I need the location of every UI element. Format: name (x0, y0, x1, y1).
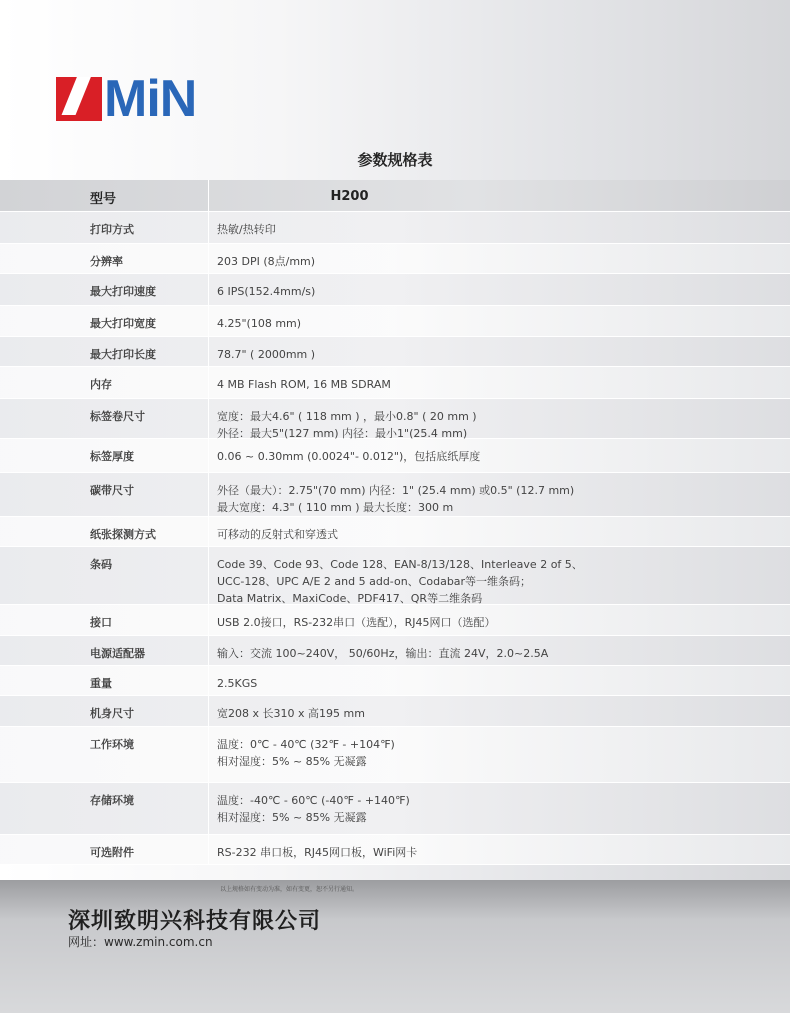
spec-value-line: RS-232 串口板，RJ45网口板，WiFi网卡 (217, 846, 418, 859)
spec-key: 电源适配器 (0, 636, 209, 665)
table-row (0, 636, 790, 666)
logo-text: MiN (104, 70, 197, 128)
spec-value-line: 温度：0℃ - 40℃ (32℉ - +104℉) (217, 738, 395, 751)
spec-value (209, 547, 790, 604)
header-key: 型号 (0, 180, 209, 211)
table-row (0, 517, 790, 547)
table-row (0, 367, 790, 399)
spec-value (209, 473, 790, 516)
spec-key: 打印方式 (0, 212, 209, 243)
table-row (0, 306, 790, 337)
spec-value-line: Data Matrix、MaxiCode、PDF417、QR等二维条码 (217, 592, 483, 605)
spec-value-line: 宽208 x 长310 x 高195 mm (217, 707, 365, 720)
spec-value-line: 外径：最大5"(127 mm) 内径：最小1"(25.4 mm) (217, 427, 468, 440)
spec-key: 纸张探测方式 (0, 517, 209, 546)
spec-value-line: 0.06 ~ 0.30mm (0.0024"- 0.012")，包括底纸厚度 (217, 450, 481, 463)
spec-value (209, 636, 790, 665)
table-row (0, 473, 790, 517)
table-row (0, 696, 790, 727)
spec-key: 标签卷尺寸 (0, 399, 209, 438)
table-row (0, 399, 790, 439)
table-row (0, 605, 790, 636)
spec-key: 机身尺寸 (0, 696, 209, 726)
spec-value (209, 696, 790, 726)
spec-key: 分辨率 (0, 244, 209, 273)
spec-value (209, 666, 790, 695)
spec-value (209, 306, 790, 336)
spec-value-line: 相对湿度：5% ~ 85% 无凝露 (217, 811, 367, 824)
spec-value-line: 最大宽度：4.3" ( 110 mm ) 最大长度：300 m (217, 501, 454, 514)
spec-key: 可选附件 (0, 835, 209, 864)
logo-mark-icon (56, 77, 102, 121)
page-title: 参数规格表 (357, 151, 433, 169)
spec-value (209, 244, 790, 273)
table-header-row (0, 180, 790, 212)
spec-value (209, 439, 790, 472)
spec-value (209, 367, 790, 398)
spec-value (209, 783, 790, 834)
spec-value-line: 4 MB Flash ROM, 16 MB SDRAM (217, 378, 391, 391)
spec-value-line: 4.25"(108 mm) (217, 317, 302, 330)
table-row (0, 666, 790, 696)
spec-value-line: 相对湿度：5% ~ 85% 无凝露 (217, 755, 367, 768)
spec-key: 最大打印速度 (0, 274, 209, 305)
table-row (0, 212, 790, 244)
spec-value-line: 外径（最大）：2.75"(70 mm) 内径：1" (25.4 mm) 或0.5" (12.7 mm) (217, 484, 575, 497)
spec-value-line: 78.7" ( 2000mm ) (217, 348, 316, 361)
spec-key: 条码 (0, 547, 209, 604)
spec-key: 内存 (0, 367, 209, 398)
spec-value (209, 274, 790, 305)
spec-value-line: USB 2.0接口，RS-232串口（选配），RJ45网口（选配） (217, 616, 496, 629)
spec-value (209, 835, 790, 864)
spec-table (0, 180, 790, 865)
table-row (0, 337, 790, 367)
spec-value-line: 热敏/热转印 (217, 223, 276, 236)
spec-value (209, 399, 790, 438)
spec-key: 重量 (0, 666, 209, 695)
spec-value (209, 337, 790, 366)
spec-value (209, 727, 790, 782)
spec-key: 存储环境 (0, 783, 209, 834)
disclaimer-note: 以上规格如有变动为准，如有变更，恕不另行通知。 (220, 886, 359, 893)
spec-value-line: 6 IPS(152.4mm/s) (217, 285, 316, 298)
website: 网址：www.zmin.com.cn (68, 935, 213, 949)
spec-value-line: 203 DPI (8点/mm) (217, 255, 316, 268)
spec-key: 碳带尺寸 (0, 473, 209, 516)
spec-value-line: 温度：-40℃ - 60℃ (-40℉ - +140℉) (217, 794, 410, 807)
spec-value-line: 宽度：最大4.6" ( 118 mm ) ，最小0.8" ( 20 mm ) (217, 410, 477, 423)
company-name: 深圳致明兴科技有限公司 (68, 909, 322, 934)
table-row (0, 835, 790, 865)
spec-value (209, 605, 790, 635)
table-row (0, 274, 790, 306)
table-row (0, 244, 790, 274)
table-row (0, 727, 790, 783)
brand-logo (56, 70, 197, 128)
spec-value-line: 2.5KGS (217, 677, 258, 690)
header-value: H200 (330, 189, 369, 204)
spec-value-line: Code 39、Code 93、Code 128、EAN-8/13/128、Interleave 2 of 5、 (217, 558, 583, 571)
spec-value (209, 517, 790, 546)
spec-key: 最大打印长度 (0, 337, 209, 366)
spec-value-line: UCC-128、UPC A/E 2 and 5 add-on、Codabar等一维条码； (217, 575, 532, 588)
spec-value-line: 输入：交流 100~240V， 50/60Hz，输出：直流 24V，2.0~2.5A (217, 647, 549, 660)
spec-value (209, 212, 790, 243)
table-row (0, 547, 790, 605)
spec-key: 最大打印宽度 (0, 306, 209, 336)
spec-value-line: 可移动的反射式和穿透式 (217, 528, 338, 541)
spec-key: 接口 (0, 605, 209, 635)
spec-key: 工作环境 (0, 727, 209, 782)
table-row (0, 439, 790, 473)
spec-key: 标签厚度 (0, 439, 209, 472)
table-row (0, 783, 790, 835)
